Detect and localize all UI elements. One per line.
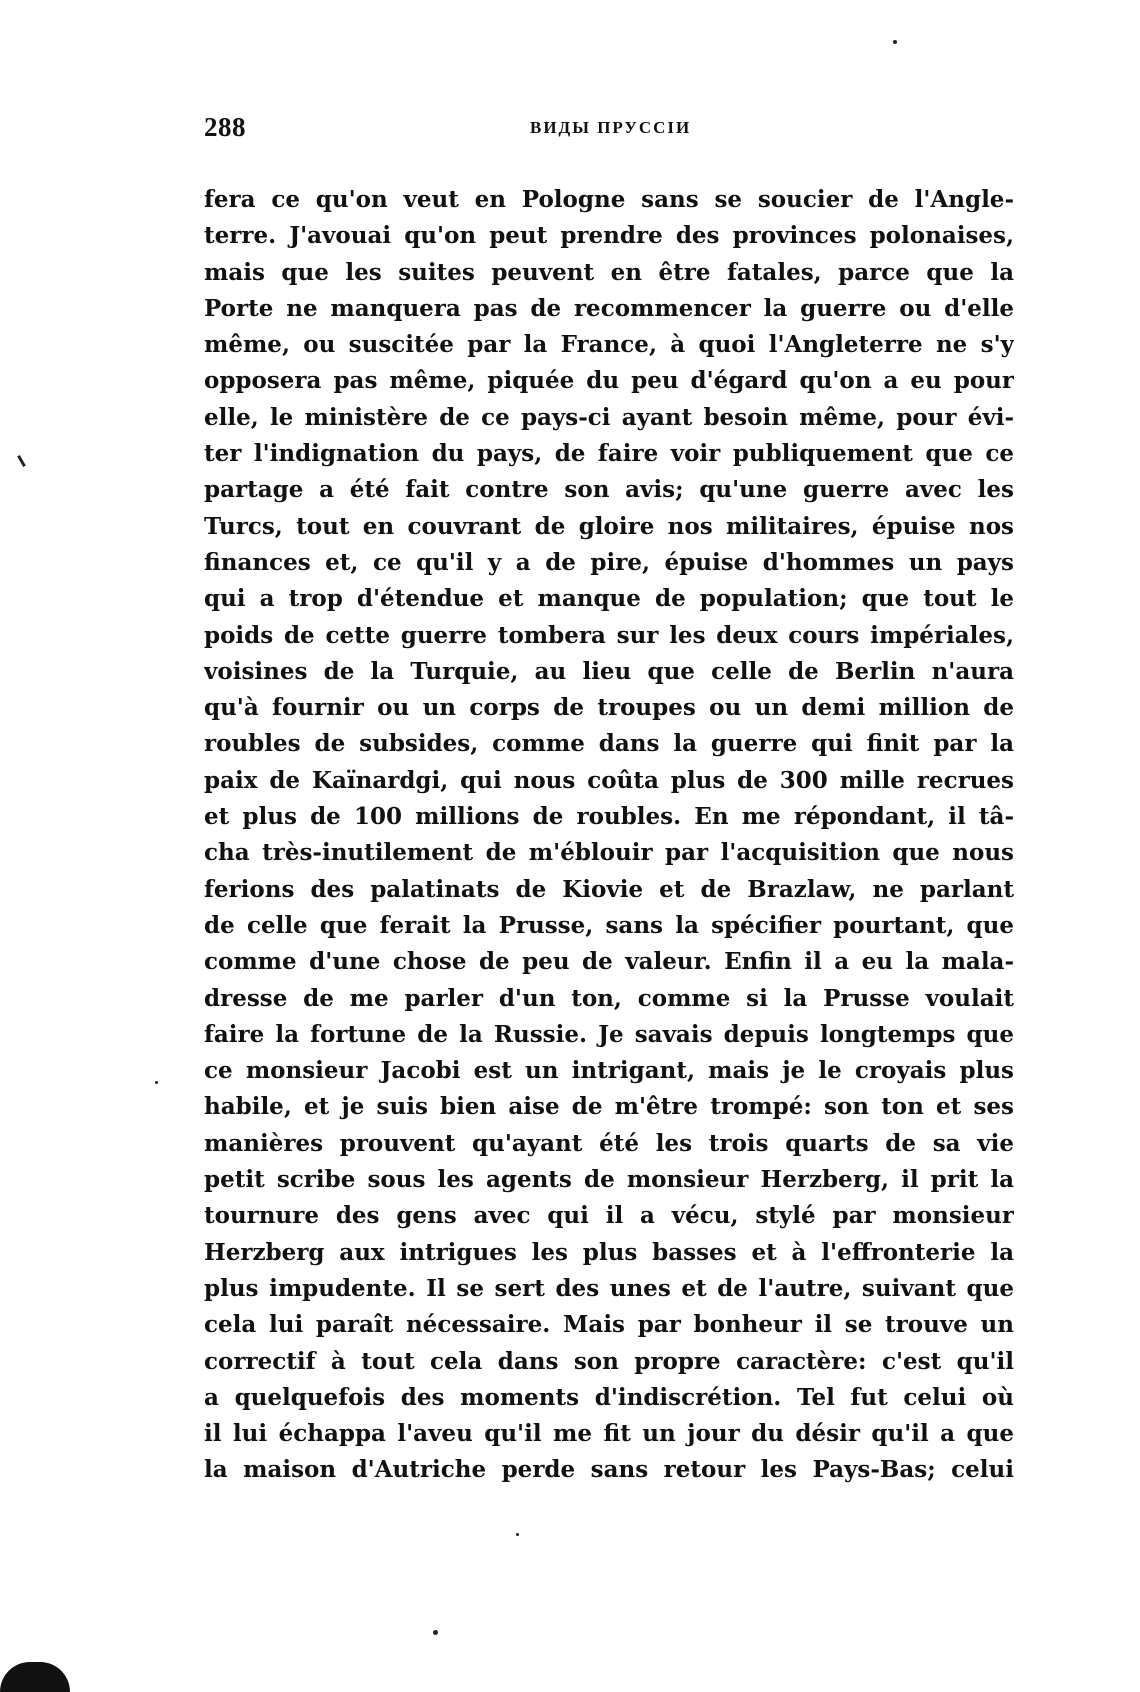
text-line: de celle que ferait la Prusse, sans la spécifier pourtant, que [204, 911, 1014, 939]
text-line: elle, le ministère de ce pays-ci ayant besoin même, pour évi- [204, 403, 1014, 431]
text-line: il lui échappa l'aveu qu'il me fit un jour du désir qu'il a que [204, 1420, 1014, 1448]
text-line: terre. J'avouai qu'on peut prendre des provinces polonaises, [204, 222, 1014, 250]
text-line: voisines de la Turquie, au lieu que celle de Berlin n'aura [204, 657, 1014, 685]
text-line: partage a été fait contre son avis; qu'une guerre avec les [204, 476, 1014, 504]
text-line: manières prouvent qu'ayant été les trois quarts de sa vie [204, 1129, 1014, 1157]
text-line: et plus de 100 millions de roubles. En me répondant, il tâ- [204, 803, 1014, 831]
text-line: correctif à tout cela dans son propre caractère: c'est qu'il [204, 1347, 1014, 1375]
ink-speck [516, 1533, 519, 1536]
text-line: mais que les suites peuvent en être fatales, parce que la [204, 258, 1014, 286]
text-line: habile, et je suis bien aise de m'être trompé: son ton et ses [204, 1093, 1014, 1121]
ink-speck [155, 1081, 158, 1084]
text-line: qu'à fournir ou un corps de troupes ou un demi million de [204, 694, 1014, 722]
running-head: ВИДЫ ПРУССІИ [530, 118, 692, 137]
text-line: finances et, ce qu'il y a de pire, épuise d'hommes un pays [204, 548, 1014, 576]
text-line: opposera pas même, piquée du peu d'égard qu'on a eu pour [204, 367, 1014, 395]
text-line: tournure des gens avec qui il a vécu, stylé par monsieur [204, 1202, 1014, 1230]
ink-blot [0, 1662, 70, 1692]
text-line: cela lui paraît nécessaire. Mais par bonheur il se trouve un [204, 1311, 1014, 1339]
text-line: cha très-inutilement de m'éblouir par l'acquisition que nous [204, 839, 1014, 867]
text-line: plus impudente. Il se sert des unes et de l'autre, suivant que [204, 1274, 1014, 1302]
text-line: paix de Kaïnardgi, qui nous coûta plus de 300 mille recrues [204, 766, 1014, 794]
text-line: a quelquefois des moments d'indiscrétion. Tel fut celui où [204, 1383, 1014, 1411]
text-line: poids de cette guerre tombera sur les deux cours impériales, [204, 621, 1014, 649]
body-text [204, 182, 1014, 1489]
text-line: petit scribe sous les agents de monsieur Herzberg, il prit la [204, 1166, 1014, 1194]
text-line: Herzberg aux intrigues les plus basses et à l'effronterie la [204, 1238, 1014, 1266]
text-line: qui a trop d'étendue et manque de population; que tout le [204, 585, 1014, 613]
text-line: roubles de subsides, comme dans la guerre qui finit par la [204, 730, 1014, 758]
ink-speck [893, 40, 897, 44]
text-line: dresse de me parler d'un ton, comme si la Prusse voulait [204, 984, 1014, 1012]
page-number: 288 [204, 112, 246, 142]
text-line: ter l'indignation du pays, de faire voir publiquement que ce [204, 440, 1014, 468]
text-line: Porte ne manquera pas de recommencer la guerre ou d'elle [204, 294, 1014, 322]
text-line: fera ce qu'on veut en Pologne sans se soucier de l'Angle- [204, 186, 1014, 213]
margin-mark [17, 455, 26, 467]
text-line: ce monsieur Jacobi est un intrigant, mais je le croyais plus [204, 1057, 1014, 1085]
ink-speck [433, 1630, 438, 1635]
page-header [204, 112, 1020, 152]
text-line: faire la fortune de la Russie. Je savais depuis longtemps que [204, 1020, 1014, 1048]
text-line: ferions des palatinats de Kiovie et de Brazlaw, ne parlant [204, 875, 1014, 903]
text-line: même, ou suscitée par la France, à quoi l'Angleterre ne s'y [204, 331, 1014, 359]
text-line: la maison d'Autriche perde sans retour les Pays-Bas; celui [204, 1456, 1014, 1484]
text-line: comme d'une chose de peu de valeur. Enfin il a eu la mala- [204, 948, 1014, 976]
text-line: Turcs, tout en couvrant de gloire nos militaires, épuise nos [204, 512, 1014, 540]
